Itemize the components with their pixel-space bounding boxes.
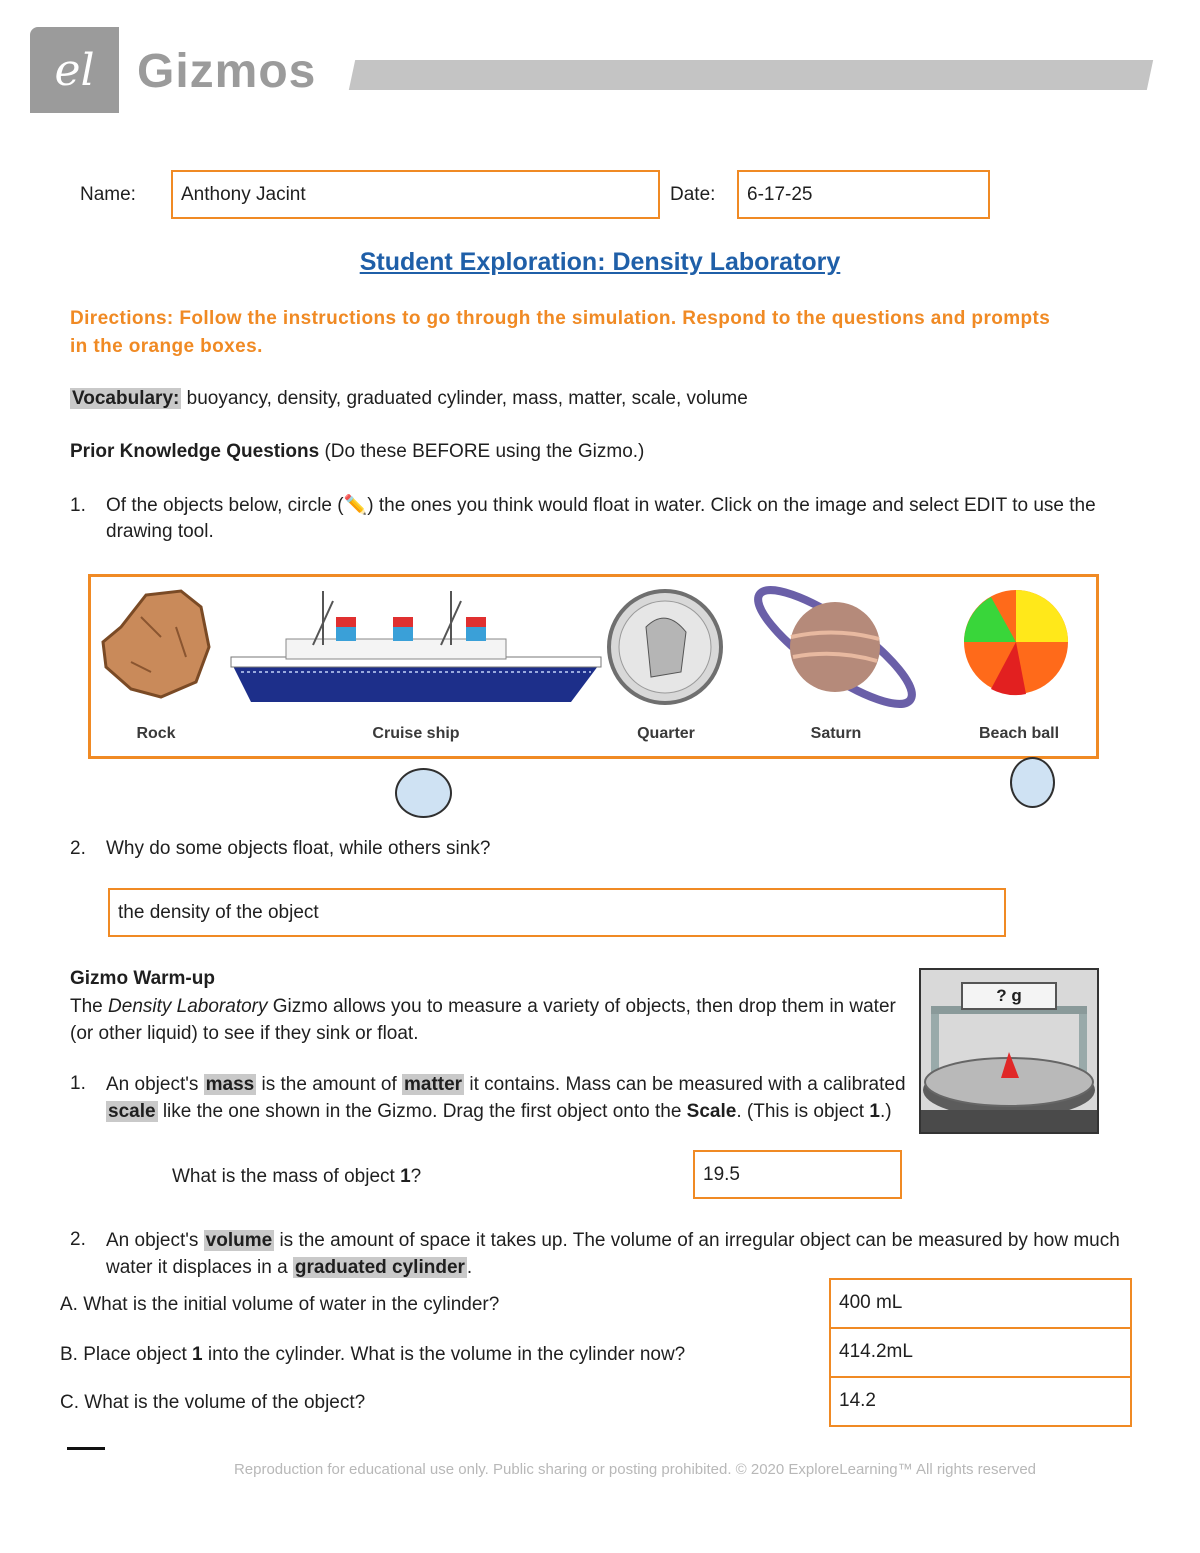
warmup-intro: The Density Laboratory Gizmo allows you to measure a variety of objects, then drop them in water (or other liquid) to see if they sink or float.	[70, 996, 896, 1044]
mass-question: What is the mass of object 1?	[172, 1166, 422, 1187]
saturn-icon	[745, 577, 926, 721]
q2-answer: the density of the object	[118, 902, 319, 923]
question-c: C. What is the volume of the object?	[60, 1392, 366, 1413]
q1-number: 1.	[70, 495, 86, 516]
question-a: A. What is the initial volume of water in the cylinder?	[60, 1294, 500, 1315]
beach-ball-icon	[964, 590, 1068, 695]
directions: Directions: Follow the instructions to go through the simulation. Respond to the questions and prompts in the orange boxes.	[70, 308, 1051, 357]
objects-image[interactable]	[88, 574, 1099, 759]
name-value: Anthony Jacint	[181, 184, 306, 205]
answer-c: 14.2	[839, 1390, 876, 1411]
prior-knowledge-heading: Prior Knowledge Questions (Do these BEFORE using the Gizmo.)	[70, 441, 645, 462]
q1-text: Of the objects below, circle (✏️) the ones you think would float in water. Click on the image and select EDIT to use the drawing tool.	[106, 495, 1096, 542]
date-label: Date:	[670, 184, 716, 205]
header-bar	[349, 60, 1153, 90]
object-label-cruise-ship: Cruise ship	[372, 725, 460, 742]
warmup-q1-text: An object's mass is the amount of matter it contains. Mass can be measured with a calibrated scale like the one shown in the Gizmo. Drag the first object onto the Scale. (This is object 1.)	[106, 1074, 906, 1122]
vocabulary	[70, 386, 748, 412]
footer-divider	[67, 1447, 105, 1450]
explorelearning-logo-icon: el	[54, 44, 95, 96]
quarter-icon	[609, 591, 721, 703]
page-title: Student Exploration: Density Laboratory	[359, 248, 841, 276]
object-label-saturn: Saturn	[810, 725, 862, 742]
warmup-q2-text: An object's volume is the amount of space it takes up. The volume of an irregular object can be measured by how much water it displaces in a graduated cylinder .	[106, 1230, 1120, 1278]
scale-readout: ? g	[961, 982, 1057, 1010]
object-label-quarter: Quarter	[637, 725, 695, 742]
q2-number: 2.	[70, 838, 86, 859]
q2-text: Why do some objects float, while others sink?	[106, 838, 491, 859]
object-label-beach-ball: Beach ball	[978, 725, 1060, 742]
answer-b: 414.2mL	[839, 1341, 913, 1362]
pencil-icon: ✏️	[343, 495, 368, 516]
answer-c-field[interactable]	[829, 1376, 1132, 1427]
answer-a: 400 mL	[839, 1292, 903, 1313]
drawn-circle-beach-ball[interactable]	[1010, 757, 1055, 808]
q2-answer-field[interactable]	[108, 888, 1006, 937]
question-b: B. Place object 1 into the cylinder. What is the volume in the cylinder now?	[60, 1344, 686, 1365]
warmup-q2-number: 2.	[70, 1229, 86, 1250]
answer-a-field[interactable]	[829, 1278, 1132, 1329]
date-field[interactable]	[737, 170, 990, 219]
footer-copyright: Reproduction for educational use only. Public sharing or posting prohibited. © 2020 ExploreLearning™ All rights reserved	[233, 1461, 1037, 1478]
answer-b-field[interactable]	[829, 1327, 1132, 1378]
cruise-ship-icon	[231, 591, 601, 702]
vocabulary-terms: buoyancy, density, graduated cylinder, mass, matter, scale, volume	[186, 388, 748, 409]
vocabulary-label: Vocabulary:	[72, 388, 180, 409]
name-field[interactable]	[171, 170, 660, 219]
mass-answer: 19.5	[703, 1164, 740, 1185]
rock-icon	[103, 591, 209, 697]
drawn-circle-cruise-ship[interactable]	[395, 768, 452, 818]
warmup-heading: Gizmo Warm-up	[70, 968, 215, 989]
date-value: 6-17-25	[747, 184, 813, 205]
object-label-rock: Rock	[136, 725, 176, 742]
name-label: Name:	[80, 184, 136, 205]
gizmo-scale-image	[919, 968, 1099, 1134]
brand-name: Gizmos	[137, 45, 317, 98]
warmup-q1-number: 1.	[70, 1073, 86, 1094]
objects-illustration	[91, 577, 1096, 756]
mass-answer-field[interactable]	[693, 1150, 902, 1199]
